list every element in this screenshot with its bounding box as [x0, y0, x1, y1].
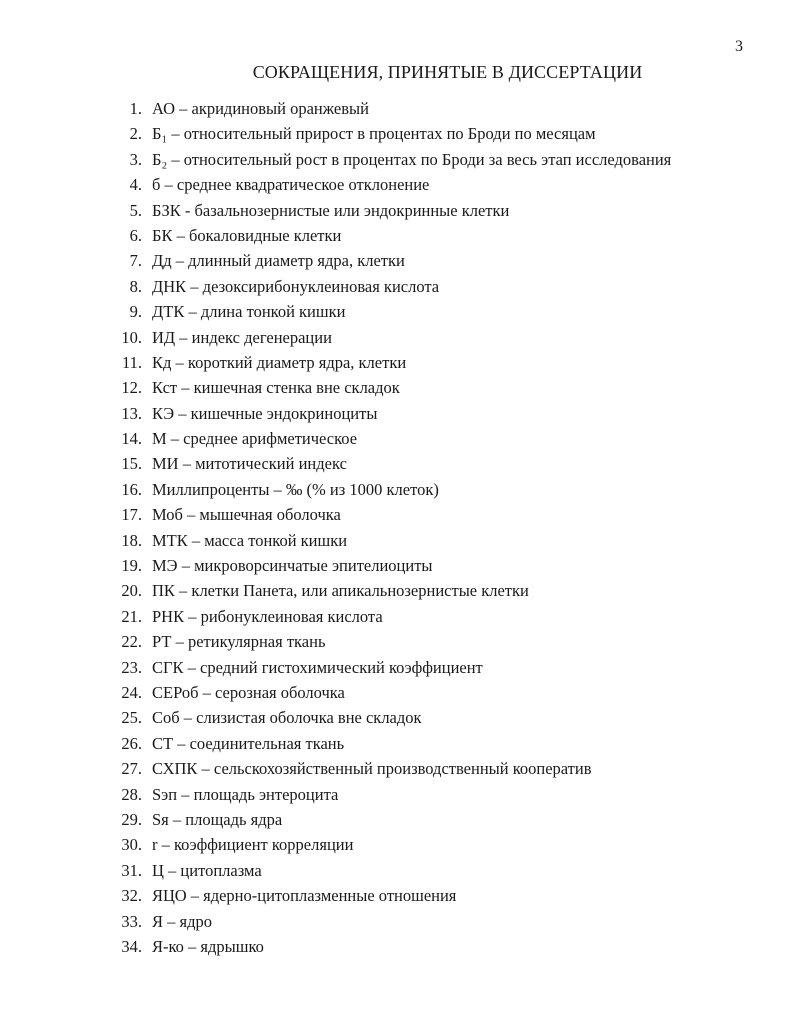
item-text: СЕРоб – серозная оболочка — [152, 682, 345, 702]
item-text: r – коэффициент корреляции — [152, 835, 354, 855]
item-number: 21. — [121, 606, 142, 626]
item-text: Соб – слизистая оболочка вне складок — [152, 708, 422, 728]
list-item — [110, 401, 671, 426]
list-item — [110, 604, 671, 629]
item-number: 10. — [121, 327, 142, 347]
list-item — [110, 325, 671, 350]
list-item — [110, 426, 671, 451]
list-item — [110, 198, 671, 223]
list-item — [110, 502, 671, 527]
list-item — [110, 934, 671, 959]
item-text: ЯЦО – ядерно-цитоплазменные отношения — [152, 886, 457, 906]
list-item — [110, 248, 671, 273]
list-item — [110, 451, 671, 476]
item-text: БК – бокаловидные клетки — [152, 225, 342, 245]
item-number: 29. — [121, 809, 142, 829]
list-item — [110, 782, 671, 807]
list-item — [110, 655, 671, 680]
item-number: 4. — [129, 175, 142, 195]
item-text: СХПК – сельскохозяйственный производственный кооператив — [152, 759, 592, 779]
list-item — [110, 858, 671, 883]
item-text: Кд – короткий диаметр ядра, клетки — [152, 352, 407, 372]
item-text: Дд – длинный диаметр ядра, клетки — [152, 251, 405, 271]
item-number: 24. — [121, 682, 142, 702]
item-text: Ц – цитоплазма — [152, 860, 262, 880]
item-text: АО – акридиновый оранжевый — [152, 99, 369, 118]
item-number: 1. — [129, 99, 142, 118]
item-text: РТ – ретикулярная ткань — [152, 632, 326, 652]
item-text: ДТК – длина тонкой кишки — [152, 302, 346, 322]
item-number: 18. — [121, 530, 142, 550]
list-item — [110, 96, 671, 121]
item-text: Миллипроценты – ‰ (% из 1000 клеток) — [152, 479, 439, 499]
item-number: 19. — [121, 556, 142, 576]
item-text: Я – ядро — [152, 911, 212, 931]
abbreviation-list — [110, 96, 671, 959]
list-item — [110, 121, 671, 146]
item-number: 34. — [121, 936, 142, 956]
list-item — [110, 528, 671, 553]
item-number: 28. — [121, 784, 142, 804]
item-text: МИ – митотический индекс — [152, 454, 347, 474]
list-item — [110, 299, 671, 324]
item-number: 9. — [129, 302, 142, 322]
item-number: 31. — [121, 860, 142, 880]
item-number: 15. — [121, 454, 142, 474]
item-text: Sя – площадь ядра — [152, 809, 283, 829]
item-number: 17. — [121, 505, 142, 525]
item-text: Кст – кишечная стенка вне складок — [152, 378, 400, 398]
item-number: 30. — [121, 835, 142, 855]
item-number: 23. — [121, 657, 142, 677]
item-text: МТК – масса тонкой кишки — [152, 530, 348, 550]
item-number: 13. — [121, 403, 142, 423]
list-item — [110, 705, 671, 730]
item-text: б – среднее квадратическое отклонение — [152, 175, 430, 195]
item-text: КЭ – кишечные эндокриноциты — [152, 403, 378, 423]
item-number: 32. — [121, 886, 142, 906]
list-item — [110, 756, 671, 781]
item-text: ДНК – дезоксирибонуклеиновая кислота — [152, 276, 440, 296]
item-number: 2. — [129, 124, 142, 144]
item-number: 27. — [121, 759, 142, 779]
item-number: 7. — [129, 251, 142, 271]
list-item — [110, 375, 671, 400]
item-number: 5. — [129, 200, 142, 220]
item-number: 33. — [121, 911, 142, 931]
list-item — [110, 350, 671, 375]
item-number: 14. — [121, 429, 142, 449]
list-item — [110, 172, 671, 197]
item-number: 3. — [129, 149, 142, 169]
item-text: Я-ко – ядрышко — [152, 936, 264, 956]
item-text: ПК – клетки Панета, или апикальнозернистые клетки — [152, 581, 529, 601]
item-text: Б₁ – относительный прирост в процентах по Броди по месяцам — [152, 124, 596, 144]
item-text: Б₂ – относительный рост в процентах по Броди за весь этап исследования — [152, 149, 672, 169]
item-text: М – среднее арифметическое — [152, 429, 358, 449]
item-number: 20. — [121, 581, 142, 601]
item-text: Sэп – площадь энтероцита — [152, 784, 339, 804]
item-number: 8. — [129, 276, 142, 296]
item-text: МЭ – микроворсинчатые эпителиоциты — [152, 556, 433, 576]
item-text: СГК – средний гистохимический коэффициент — [152, 657, 483, 677]
list-item — [110, 553, 671, 578]
list-item — [110, 680, 671, 705]
page-number: 3 — [735, 38, 743, 55]
item-number: 25. — [121, 708, 142, 728]
list-item — [110, 883, 671, 908]
item-text: Моб – мышечная оболочка — [152, 505, 341, 525]
item-text: РНК – рибонуклеиновая кислота — [152, 606, 383, 626]
item-text: БЗК - базальнозернистые или эндокринные клетки — [152, 200, 510, 220]
item-number: 6. — [129, 225, 142, 245]
list-item — [110, 832, 671, 857]
item-number: 16. — [121, 479, 142, 499]
item-number: 22. — [121, 632, 142, 652]
list-item — [110, 274, 671, 299]
item-text: СТ – соединительная ткань — [152, 733, 345, 753]
page-title: СОКРАЩЕНИЯ, ПРИНЯТЫЕ В ДИССЕРТАЦИИ — [252, 62, 643, 82]
item-number: 11. — [121, 352, 142, 372]
list-item — [110, 731, 671, 756]
list-item — [110, 629, 671, 654]
list-item — [110, 578, 671, 603]
list-item — [110, 147, 671, 172]
item-text: ИД – индекс дегенерации — [152, 327, 332, 347]
list-item — [110, 477, 671, 502]
item-number: 12. — [121, 378, 142, 398]
list-item — [110, 807, 671, 832]
item-number: 26. — [121, 733, 142, 753]
list-item — [110, 223, 671, 248]
list-item — [110, 909, 671, 934]
